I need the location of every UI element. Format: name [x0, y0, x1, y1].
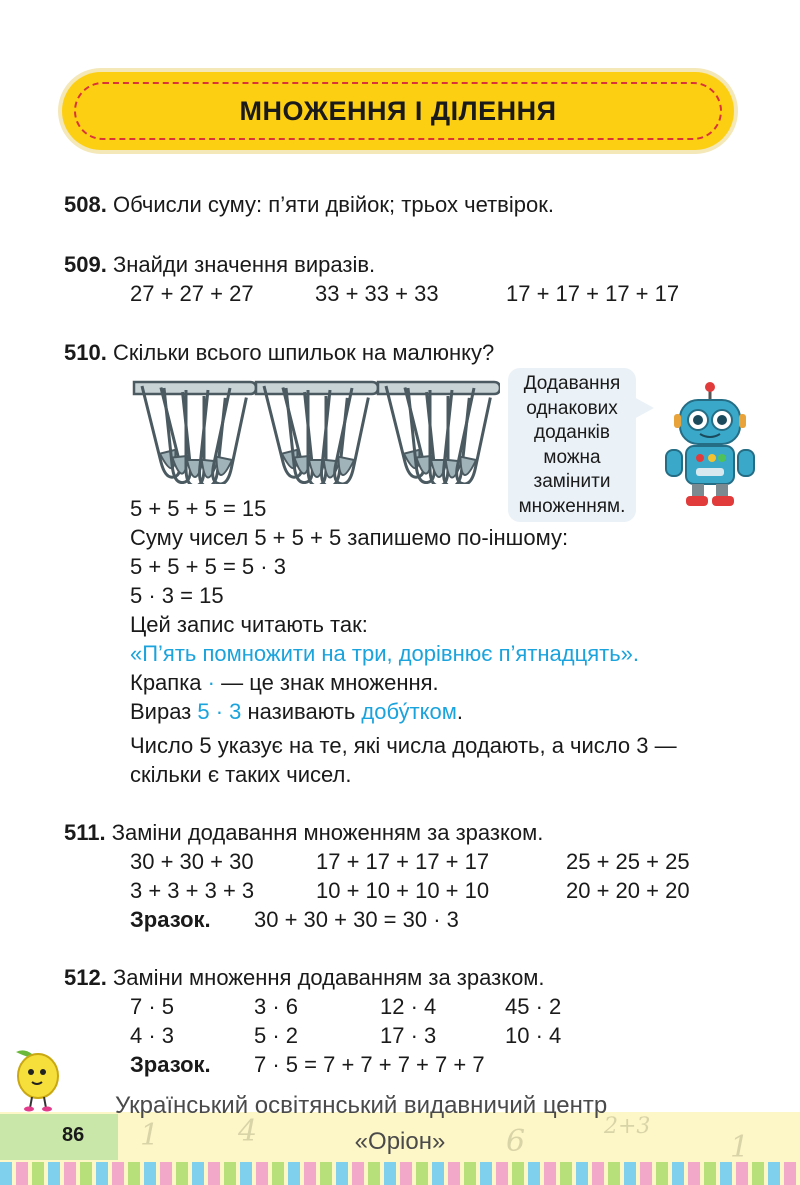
bubble-line: доданків: [533, 422, 610, 443]
sample-expression: 7 · 5 = 7 + 7 + 7 + 7 + 7: [254, 1052, 485, 1077]
text-fragment: Крапка: [130, 670, 208, 695]
text-line: скільки є таких чисел.: [130, 762, 352, 787]
text-line: Цей запис читають так:: [130, 612, 368, 637]
expression: 17 · 3: [380, 1023, 437, 1048]
text-line: Число 5 указує на те, які числа додають, а число 3 —: [130, 733, 677, 758]
sample-label: Зразок.: [130, 907, 211, 932]
expression: 27 + 27 + 27: [130, 281, 254, 306]
decor-digit: 4: [238, 1114, 258, 1149]
speech-bubble-text: [508, 372, 636, 519]
expression: 45 · 2: [505, 994, 562, 1019]
text-line: Суму чисел 5 + 5 + 5 запишемо по-іншому:: [130, 525, 569, 550]
expression: 4 · 3: [130, 1023, 175, 1048]
pin-group: [378, 382, 500, 484]
exercise-number: 510.: [64, 340, 107, 365]
exercise-508: [64, 190, 554, 219]
text-line: 5 + 5 + 5 = 15: [130, 496, 267, 521]
expression: 33 + 33 + 33: [315, 281, 439, 306]
expression: 20 + 20 + 20: [566, 878, 690, 903]
sample-expression: 30 + 30 + 30 = 30 · 3: [254, 907, 459, 932]
text-line: 5 · 3 = 15: [130, 583, 224, 608]
expression: 10 · 4: [505, 1023, 562, 1048]
exercise-text: Заміни додавання множенням за зразком.: [111, 820, 544, 845]
exercise-number: 512.: [64, 965, 107, 990]
safety-pins-illustration: [128, 372, 500, 484]
pin-group: [256, 382, 378, 484]
decor-digit: 1: [140, 1118, 160, 1153]
bubble-line: замінити: [533, 471, 611, 492]
reading-quote: «П’ять помножити на три, дорівнює п’ятнадцять».: [130, 641, 639, 666]
expression: 17 + 17 + 17 + 17: [316, 849, 490, 874]
exercise-511: [64, 818, 543, 847]
sample-line: [130, 905, 211, 934]
exercise-number: 511.: [64, 820, 106, 845]
multiplication-sign: ·: [207, 670, 215, 695]
sample-line: [130, 1050, 211, 1079]
exercise-text: Заміни множення додаванням за зразком.: [112, 965, 545, 990]
bubble-line: можна: [543, 446, 601, 468]
bubble-line: Додавання: [523, 373, 621, 394]
text-line: 5 + 5 + 5 = 5 · 3: [130, 554, 286, 579]
exercise-512: [64, 963, 545, 992]
expression: 25 + 25 + 25: [566, 849, 690, 874]
exercise-509: [64, 250, 375, 279]
exercise-text: Скільки всього шпильок на малюнку?: [112, 340, 495, 365]
exercise-text: Обчисли суму: п’яти двійок; трьох четвірок.: [112, 192, 554, 217]
expression: 12 · 4: [380, 994, 437, 1019]
exercise-number: 509.: [64, 252, 107, 277]
expression: 3 + 3 + 3 + 3: [130, 878, 255, 903]
expression: 17 + 17 + 17 + 17: [506, 281, 680, 306]
expression: 10 + 10 + 10 + 10: [316, 878, 490, 903]
publisher-brand: «Оріон»: [354, 1128, 446, 1155]
text-line: [130, 668, 439, 697]
text-fragment: Вираз: [130, 699, 198, 724]
lemon-mascot-icon: [4, 1046, 68, 1112]
text-fragment: .: [456, 699, 464, 724]
text-fragment: називають: [241, 699, 362, 724]
decor-digit: 1: [730, 1130, 750, 1165]
page-title: МНОЖЕННЯ І ДІЛЕННЯ: [239, 96, 557, 126]
highlight-term: добу́тком: [361, 699, 457, 724]
text-fragment: — це знак множення.: [214, 670, 439, 695]
expression: 5 · 2: [254, 1023, 299, 1048]
bubble-line: однакових: [526, 397, 618, 419]
sample-label: Зразок.: [130, 1052, 211, 1077]
expression: 3 · 6: [254, 994, 299, 1019]
decor-digit: 6: [506, 1124, 526, 1159]
publisher-name: Український освітянський видавничий центр: [115, 1092, 608, 1119]
exercise-number: 508.: [64, 192, 107, 217]
highlight-expression: 5 · 3: [197, 699, 242, 724]
expression: 30 + 30 + 30: [130, 849, 254, 874]
exercise-text: Знайди значення виразів.: [112, 252, 376, 277]
footer-stripes: [0, 1162, 800, 1185]
text-line: [130, 697, 463, 726]
pin-group: [134, 382, 256, 484]
decor-digit: 2+3: [604, 1114, 651, 1139]
exercise-510: [64, 338, 494, 367]
robot-icon: [660, 380, 760, 510]
page-number: 86: [62, 1124, 85, 1146]
bubble-line: множенням.: [518, 495, 626, 517]
expression: 7 · 5: [130, 994, 175, 1019]
